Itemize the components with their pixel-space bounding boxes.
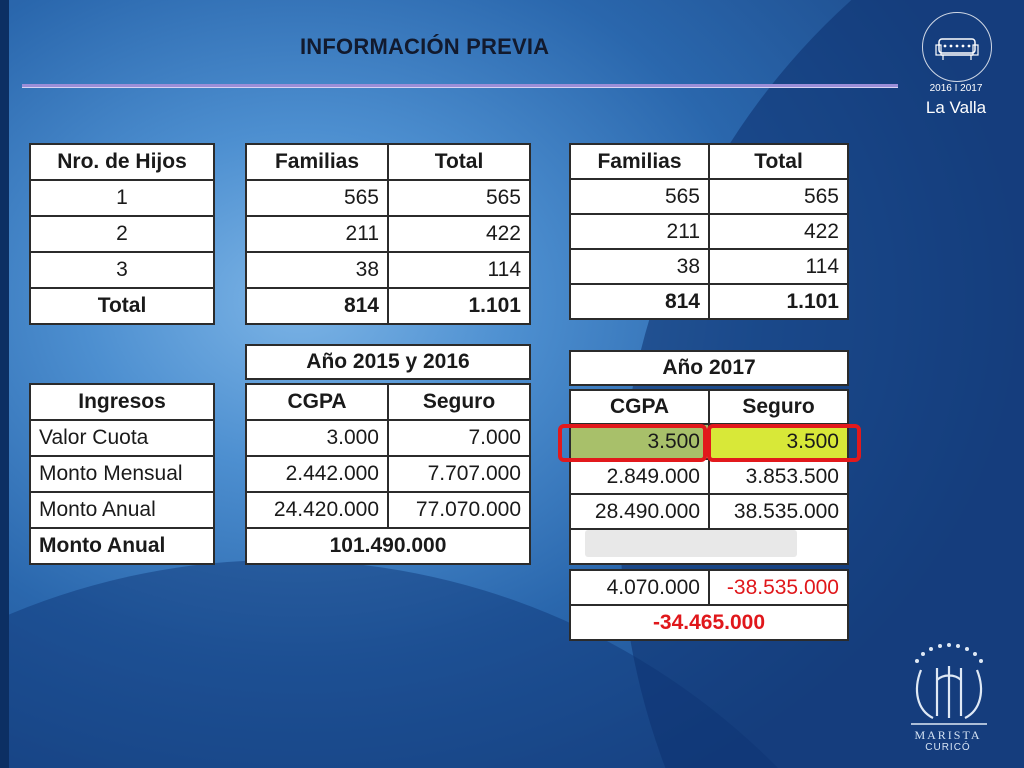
column-header: Total [388, 144, 530, 180]
table-cell: 565 [388, 180, 530, 216]
hijos-header: Nro. de Hijos [30, 144, 214, 180]
marista-logo [893, 640, 1003, 760]
difference-table [569, 569, 849, 641]
column-header: Seguro [709, 390, 848, 424]
row-label: Valor Cuota [30, 420, 214, 456]
table-cell: 28.490.000 [570, 494, 709, 529]
familias-table-right [569, 143, 849, 320]
table-total-label: Total [30, 288, 214, 324]
table-cell: 2 [30, 216, 214, 252]
slide-title: INFORMACIÓN PREVIA [300, 34, 550, 59]
table-cell: 38 [570, 249, 709, 284]
table-cell: 2.442.000 [246, 456, 388, 492]
table-cell: 422 [388, 216, 530, 252]
highlighted-cell: 3.500 [709, 424, 848, 459]
caption-text: Año 2015 y 2016 [246, 345, 530, 379]
table-cell: 3.853.500 [709, 459, 848, 494]
marista-sublabel: CURICÓ [925, 742, 971, 753]
highlight-box-seguro [707, 424, 861, 462]
table-cell: 211 [570, 214, 709, 249]
hijos-table [29, 143, 215, 325]
highlighted-cell: 3.500 [570, 424, 709, 459]
row-label: Monto Mensual [30, 456, 214, 492]
title-divider [22, 84, 898, 87]
caption-text: Año 2017 [570, 351, 848, 385]
total-cell: 101.490.000 [246, 528, 530, 564]
table-total-cell: 1.101 [388, 288, 530, 324]
table-cell: 38 [246, 252, 388, 288]
table-cell: 565 [246, 180, 388, 216]
familias-table-left [245, 143, 531, 325]
ingresos-header: Ingresos [30, 384, 214, 420]
difference-total: -34.465.000 [570, 605, 848, 640]
table-cell: 565 [709, 179, 848, 214]
table-cell: 211 [246, 216, 388, 252]
ingresos-table [29, 383, 215, 565]
column-header: Familias [246, 144, 388, 180]
highlight-box-cgpa [558, 424, 707, 462]
column-header: Familias [570, 144, 709, 179]
column-header: Total [709, 144, 848, 179]
left-edge-bar [0, 0, 9, 768]
marista-label: MARISTA [914, 728, 982, 742]
difference-cgpa: 4.070.000 [570, 570, 709, 605]
caption-2017 [569, 350, 849, 386]
table-cell: 24.420.000 [246, 492, 388, 528]
table-cell: 38.535.000 [709, 494, 848, 529]
column-header: CGPA [246, 384, 388, 420]
table-cell: 2.849.000 [570, 459, 709, 494]
logo-ring-icon [922, 12, 992, 82]
table-cell: 422 [709, 214, 848, 249]
table-cell: 114 [709, 249, 848, 284]
table-2015-2016 [245, 383, 531, 565]
table-total-cell: 1.101 [709, 284, 848, 319]
difference-seguro: -38.535.000 [709, 570, 848, 605]
table-cell: 565 [570, 179, 709, 214]
table-cell: 114 [388, 252, 530, 288]
column-header: CGPA [570, 390, 709, 424]
marista-emblem-icon [893, 640, 1003, 730]
column-header: Seguro [388, 384, 530, 420]
logo-years: 2016 I 2017 [929, 83, 983, 94]
caption-2015-2016 [245, 344, 531, 380]
la-valla-logo [916, 12, 996, 122]
logo-name: La Valla [925, 98, 987, 117]
obscured-area [585, 530, 797, 557]
table-cell: 7.707.000 [388, 456, 530, 492]
row-label: Monto Anual [30, 492, 214, 528]
table-cell: 1 [30, 180, 214, 216]
table-cell: 3.000 [246, 420, 388, 456]
table-cell: 77.070.000 [388, 492, 530, 528]
table-cell: 3 [30, 252, 214, 288]
row-label-total: Monto Anual [30, 528, 214, 564]
table-total-cell: 814 [246, 288, 388, 324]
table-total-cell: 814 [570, 284, 709, 319]
table-cell: 7.000 [388, 420, 530, 456]
